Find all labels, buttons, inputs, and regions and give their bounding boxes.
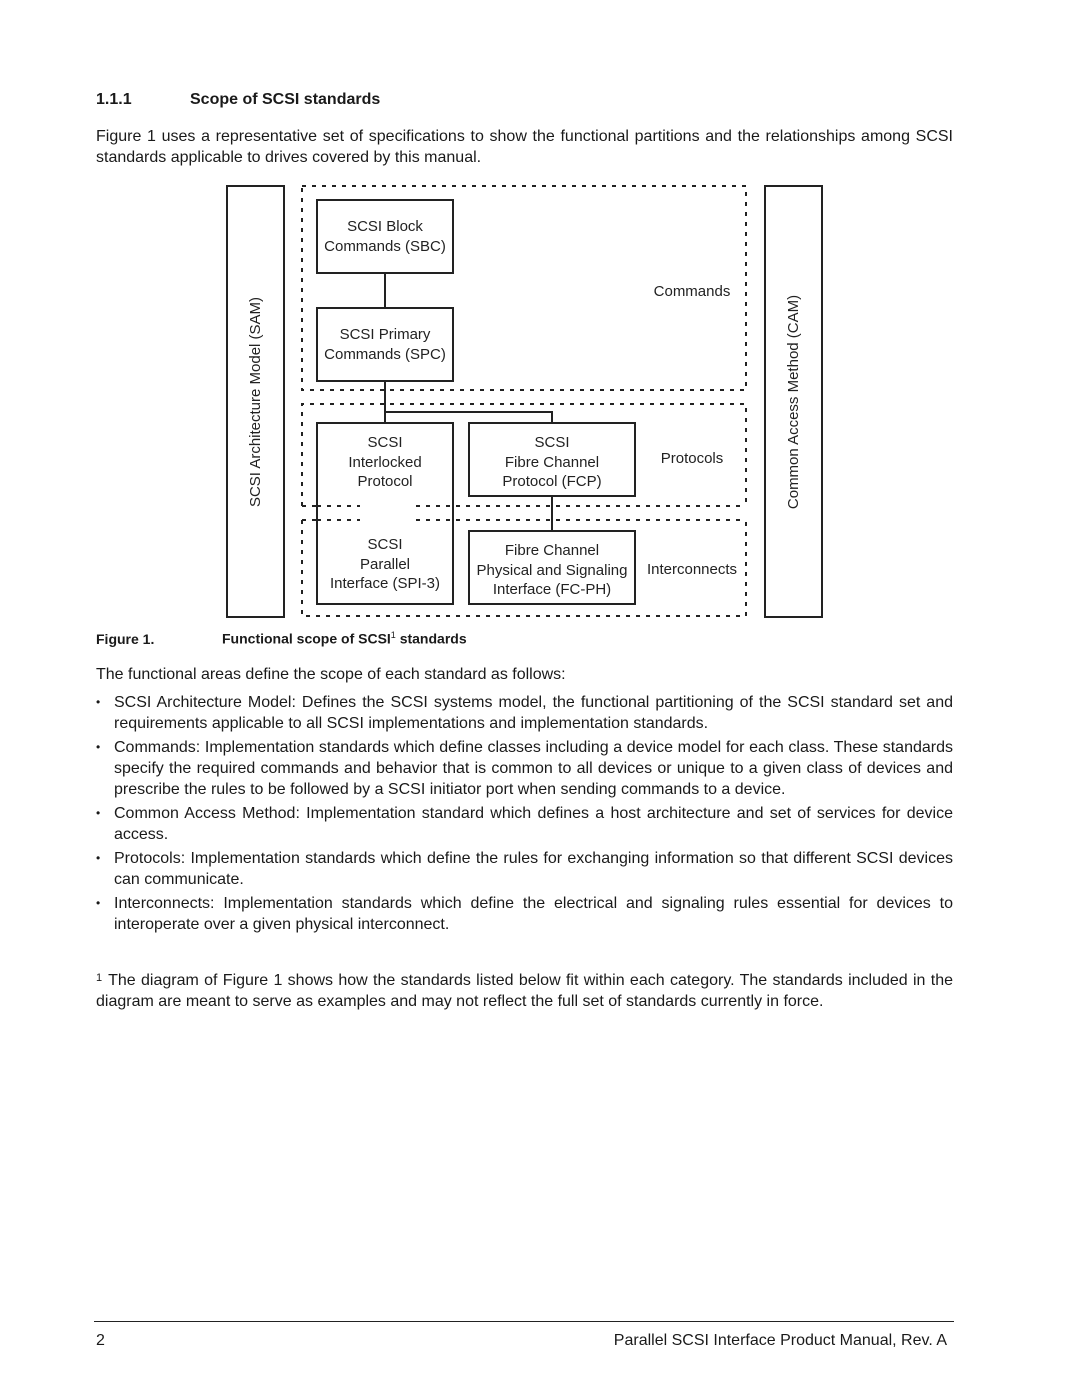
fcp-line3: Protocol (FCP): [502, 473, 602, 490]
interlocked-line1: SCSI: [367, 434, 403, 451]
list-item-text: Protocols: Implementation standards which define the rules for exchanging information so that different SCSI devices can communicate.: [114, 850, 953, 888]
fcph-line1: Fibre Channel: [504, 542, 600, 559]
figure-caption-text-end: standards: [395, 630, 467, 647]
list-item: [96, 893, 953, 935]
interconnects-label: Interconnects: [646, 561, 738, 578]
list-item: [96, 803, 953, 845]
intro-paragraph: Figure 1 uses a representative set of specifications to show the functional partitions and the relationships among SCSI standards applicable to drives covered by this manual.: [96, 128, 953, 166]
scsi-standards-diagram: [0, 180, 1080, 625]
functional-areas-list: [96, 692, 953, 938]
section-title: Scope of SCSI standards: [190, 91, 381, 108]
footnote-mark: 1: [96, 972, 103, 984]
section-number: 1.1.1: [96, 91, 132, 108]
areas-intro-paragraph: The functional areas define the scope of each standard as follows:: [96, 666, 566, 683]
sam-column-label: SCSI Architecture Model (SAM): [247, 296, 264, 508]
page-number: 2: [96, 1332, 105, 1349]
fcp-line1: SCSI: [534, 434, 570, 451]
sbc-line2: Commands (SBC): [324, 238, 446, 255]
footer-divider: [94, 1321, 954, 1322]
list-item: [96, 848, 953, 890]
spc-line1: SCSI Primary: [339, 326, 431, 343]
spc-box: [317, 308, 453, 381]
spi-line1: SCSI: [367, 536, 403, 553]
list-item-text: Interconnects: Implementation standards which define the electrical and signaling rules essential for devices to interoperate over a given physical interconnect.: [114, 895, 953, 933]
section-heading: [96, 91, 380, 109]
bullet-dot: •: [96, 806, 101, 820]
fcph-line2: Physical and Signaling: [476, 562, 628, 579]
bullet-dot: •: [96, 896, 101, 910]
bullet-dot: •: [96, 695, 101, 709]
fcp-line2: Fibre Channel: [504, 454, 600, 471]
interlocked-line2: Interlocked: [348, 454, 422, 471]
figure-caption-footnote-mark: 1: [390, 630, 396, 640]
figure-caption-label: Figure 1.: [96, 630, 155, 647]
cam-column-label: Common Access Method (CAM): [785, 294, 802, 510]
sbc-box: [317, 200, 453, 273]
footnote-text: The diagram of Figure 1 shows how the standards listed below fit within each category. The standards included in the diagram are meant to serve as examples and may not reflect the full set of standards currently in force.: [96, 972, 953, 1010]
list-item: [96, 692, 953, 734]
bullet-dot: •: [96, 740, 101, 754]
list-item-text: Common Access Method: Implementation standard which defines a host architecture and set of services for device access.: [114, 805, 953, 843]
list-item-text: Commands: Implementation standards which define classes including a device model for each class. These standards specify the required commands and behavior that is common to all devices or unique to a given class of devices and prescribe the rules to be followed by a SCSI initiator port when sending commands to a device.: [114, 739, 953, 798]
list-item-text: SCSI Architecture Model: Defines the SCSI systems model, the functional partitioning of the SCSI standard set and requirements applicable to all SCSI implementations and implementation standards.: [114, 694, 953, 732]
spi-line2: Parallel: [359, 556, 411, 573]
figure-caption: [96, 630, 467, 647]
interlocked-line3: Protocol: [357, 473, 413, 490]
footnote: [96, 970, 953, 1012]
list-item: [96, 737, 953, 800]
document-title: Parallel SCSI Interface Product Manual, Rev. A: [613, 1332, 947, 1349]
sbc-line1: SCSI Block: [347, 218, 423, 235]
figure-caption-text: Functional scope of SCSI: [222, 630, 391, 647]
commands-label: Commands: [653, 283, 731, 300]
fcph-line3: Interface (FC-PH): [492, 581, 612, 598]
protocols-label: Protocols: [660, 450, 724, 467]
diagram-canvas: [0, 180, 1080, 625]
connector-spc-fcp: [385, 412, 552, 423]
bullet-dot: •: [96, 851, 101, 865]
spi-line3: Interface (SPI-3): [329, 575, 441, 592]
spc-line2: Commands (SPC): [324, 346, 446, 363]
